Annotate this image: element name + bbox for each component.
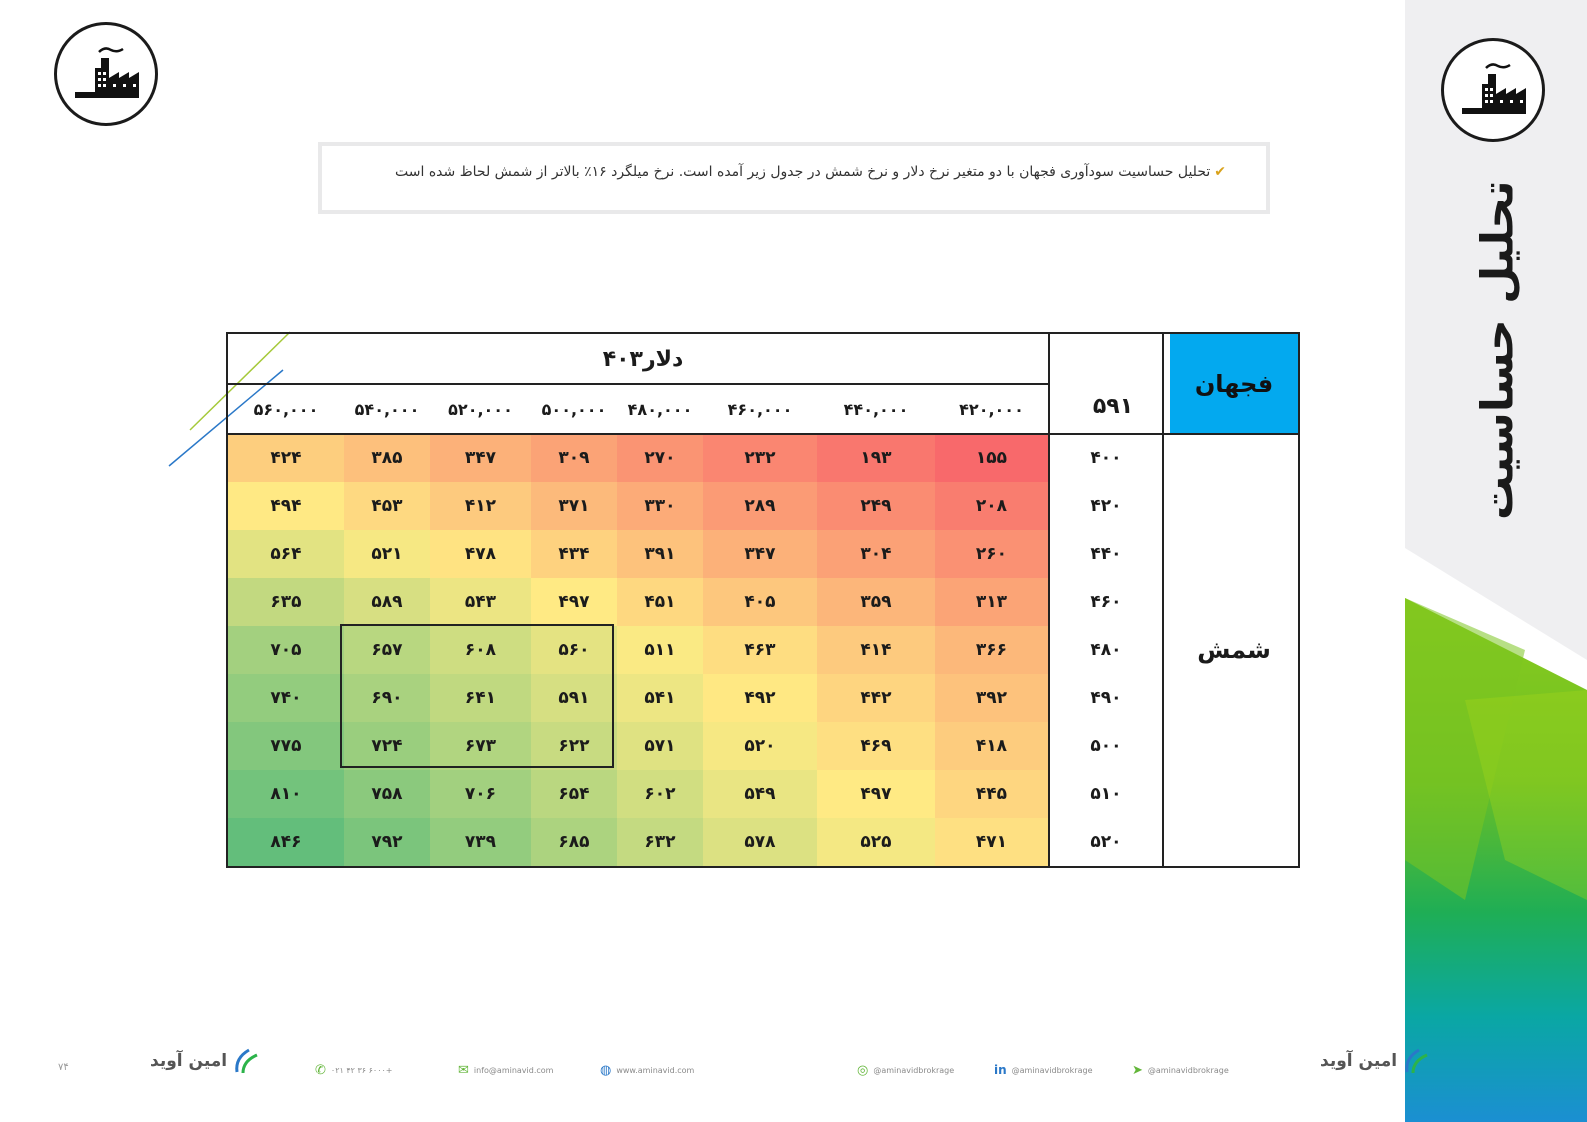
value-cell: ۲۳۲: [703, 434, 817, 482]
value-cell: ۱۵۵: [935, 434, 1048, 482]
row-header: ۴۹۰: [1090, 688, 1122, 708]
brand-name: امین آوید: [150, 1051, 228, 1071]
value-cell: ۳۰۹: [531, 434, 617, 482]
value-cell: ۷۰۵: [228, 626, 344, 674]
side-panel-graphic: [1405, 0, 1587, 1122]
value-cell: ۲۶۰: [935, 530, 1048, 578]
side-panel: [1405, 0, 1587, 1122]
value-cell: ۴۴۲: [817, 674, 935, 722]
value-cell: ۴۶۹: [817, 722, 935, 770]
value-cell: ۵۴۱: [617, 674, 703, 722]
value-cell: ۵۲۵: [817, 818, 935, 866]
factory-icon: [71, 44, 141, 104]
value-cell: ۸۱۰: [228, 770, 344, 818]
description-line: [395, 164, 1226, 180]
factory-logo-right: [1441, 38, 1545, 142]
value-cell: ۶۵۴: [531, 770, 617, 818]
value-cell: ۷۰۶: [430, 770, 531, 818]
brand-icon: [1401, 1046, 1431, 1076]
column-header: ۴۴۰,۰۰۰: [843, 399, 909, 419]
column-header: ۴۸۰,۰۰۰: [627, 399, 693, 419]
value-cell: ۵۴۹: [703, 770, 817, 818]
value-cell: ۵۹۱: [531, 674, 617, 722]
value-cell: ۳۷۱: [531, 482, 617, 530]
column-header: ۵۶۰,۰۰۰: [253, 399, 319, 419]
divider: [228, 383, 1048, 385]
value-cell: ۴۵۱: [617, 578, 703, 626]
column-header: ۵۰۰,۰۰۰: [541, 399, 607, 419]
phone-text: ۰۲۱ ۴۲ ۳۶ ۶۰۰۰+: [330, 1066, 393, 1075]
value-cell: ۴۱۴: [817, 626, 935, 674]
footer-email[interactable]: [458, 1063, 553, 1078]
check-icon: ✔: [1214, 164, 1226, 180]
email-text: info@aminavid.com: [473, 1066, 554, 1075]
footer-telegram[interactable]: [1132, 1063, 1229, 1078]
side-title: تحلیل حساسیت: [1472, 180, 1524, 520]
factory-icon: [1458, 60, 1528, 120]
linkedin-icon: in: [994, 1063, 1007, 1077]
value-cell: ۵۲۱: [344, 530, 430, 578]
value-cell: ۴۷۸: [430, 530, 531, 578]
website-text: www.aminavid.com: [616, 1066, 695, 1075]
value-cell: ۱۹۳: [817, 434, 935, 482]
value-cell: ۵۶۴: [228, 530, 344, 578]
value-cell: ۴۴۵: [935, 770, 1048, 818]
column-header: ۵۲۰,۰۰۰: [448, 399, 513, 419]
footer-website[interactable]: [600, 1063, 694, 1078]
value-cell: ۴۹۲: [703, 674, 817, 722]
value-cell: ۶۵۷: [344, 626, 430, 674]
value-cell: ۶۴۱: [430, 674, 531, 722]
divider: [228, 433, 1300, 435]
sensitivity-table: [226, 332, 1300, 868]
value-cell: ۳۰۴: [817, 530, 935, 578]
value-cell: ۲۰۸: [935, 482, 1048, 530]
value-cell: ۳۳۰: [617, 482, 703, 530]
value-cell: ۴۲۴: [228, 434, 344, 482]
instagram-text: @aminavidbrokrage: [873, 1066, 955, 1075]
value-cell: ۲۴۹: [817, 482, 935, 530]
divider: [1162, 334, 1164, 868]
company-name-cell: فجهان: [1170, 334, 1298, 434]
factory-logo-left: [54, 22, 158, 126]
value-cell: ۳۴۷: [703, 530, 817, 578]
value-cell: ۵۷۱: [617, 722, 703, 770]
value-cell: ۷۹۲: [344, 818, 430, 866]
value-cell: ۷۷۵: [228, 722, 344, 770]
footer-logo-left: [150, 1046, 261, 1076]
row-header: ۴۸۰: [1090, 640, 1122, 660]
value-cell: ۵۶۰: [531, 626, 617, 674]
linkedin-text: @aminavidbrokrage: [1011, 1065, 1093, 1075]
value-cell: ۶۳۵: [228, 578, 344, 626]
value-cell: ۴۵۳: [344, 482, 430, 530]
value-cell: ۳۹۱: [617, 530, 703, 578]
row-header: ۴۰۰: [1090, 448, 1122, 468]
value-cell: ۷۲۴: [344, 722, 430, 770]
value-cell: ۷۳۹: [430, 818, 531, 866]
row-header: ۵۱۰: [1090, 784, 1122, 804]
column-header: ۵۴۰,۰۰۰: [354, 399, 420, 419]
column-header: ۴۲۰,۰۰۰: [959, 399, 1024, 419]
value-cell: ۳۱۳: [935, 578, 1048, 626]
value-cell: ۴۶۳: [703, 626, 817, 674]
row-header: ۴۶۰: [1090, 592, 1122, 612]
value-cell: ۸۴۶: [228, 818, 344, 866]
value-cell: ۵۷۸: [703, 818, 817, 866]
value-cell: ۲۷۰: [617, 434, 703, 482]
value-cell: ۳۹۲: [935, 674, 1048, 722]
mouse-icon: ◍: [600, 1063, 612, 1078]
value-cell: ۴۱۸: [935, 722, 1048, 770]
value-cell: ۳۴۷: [430, 434, 531, 482]
divider: [1048, 334, 1050, 868]
description-box: [318, 142, 1270, 214]
value-cell: ۵۲۰: [703, 722, 817, 770]
value-cell: ۶۸۵: [531, 818, 617, 866]
value-cell: ۷۴۰: [228, 674, 344, 722]
footer-logo-right: [1320, 1046, 1431, 1076]
description-text: تحلیل حساسیت سودآوری فجهان با دو متغیر نرخ دلار و نرخ شمش در جدول زیر آمده است. نرخ میلگرد ۱۶٪ بالاتر از شمش لحاظ شده است: [395, 164, 1211, 180]
value-cell: ۴۹۷: [817, 770, 935, 818]
page-number: ۷۴: [58, 1062, 69, 1073]
column-header: ۴۶۰,۰۰۰: [727, 399, 793, 419]
instagram-icon: ◎: [857, 1063, 869, 1078]
value-cell: ۳۸۵: [344, 434, 430, 482]
telegram-text: @aminavidbrokrage: [1147, 1066, 1229, 1075]
value-cell: ۶۷۳: [430, 722, 531, 770]
value-cell: ۵۸۹: [344, 578, 430, 626]
value-cell: ۶۳۲: [617, 818, 703, 866]
value-cell: ۵۴۳: [430, 578, 531, 626]
value-cell: ۴۳۴: [531, 530, 617, 578]
value-cell: ۴۱۲: [430, 482, 531, 530]
footer-linkedin[interactable]: [994, 1063, 1093, 1077]
value-cell: ۳۵۹: [817, 578, 935, 626]
value-cell: ۷۵۸: [344, 770, 430, 818]
value-cell: ۴۹۴: [228, 482, 344, 530]
value-cell: ۳۶۶: [935, 626, 1048, 674]
value-cell: ۴۹۷: [531, 578, 617, 626]
value-cell: ۵۱۱: [617, 626, 703, 674]
row-header: ۵۲۰: [1090, 832, 1122, 852]
telegram-icon: ➤: [1132, 1063, 1143, 1078]
row-header: ۴۲۰: [1090, 496, 1122, 516]
dollar-title-cell: دلار۴۰۳: [602, 346, 684, 372]
value-cell: ۴۰۵: [703, 578, 817, 626]
value-cell: ۶۰۸: [430, 626, 531, 674]
row-header: ۵۰۰: [1090, 736, 1122, 756]
mail-icon: ✉: [458, 1063, 469, 1078]
brand-icon: [231, 1046, 261, 1076]
value-cell: ۲۸۹: [703, 482, 817, 530]
footer-phone[interactable]: [315, 1063, 393, 1078]
value-cell: ۶۲۲: [531, 722, 617, 770]
value-cell: ۶۹۰: [344, 674, 430, 722]
gold-label-cell: شمش: [1197, 636, 1271, 664]
brand-name: امین آوید: [1320, 1051, 1398, 1071]
row-header: ۴۴۰: [1090, 544, 1122, 564]
phone-icon: ✆: [315, 1063, 326, 1078]
value-cell: ۴۷۱: [935, 818, 1048, 866]
value-cell: ۶۰۲: [617, 770, 703, 818]
base-value-cell: ۵۹۱: [1092, 393, 1134, 419]
footer-instagram[interactable]: [857, 1063, 954, 1078]
